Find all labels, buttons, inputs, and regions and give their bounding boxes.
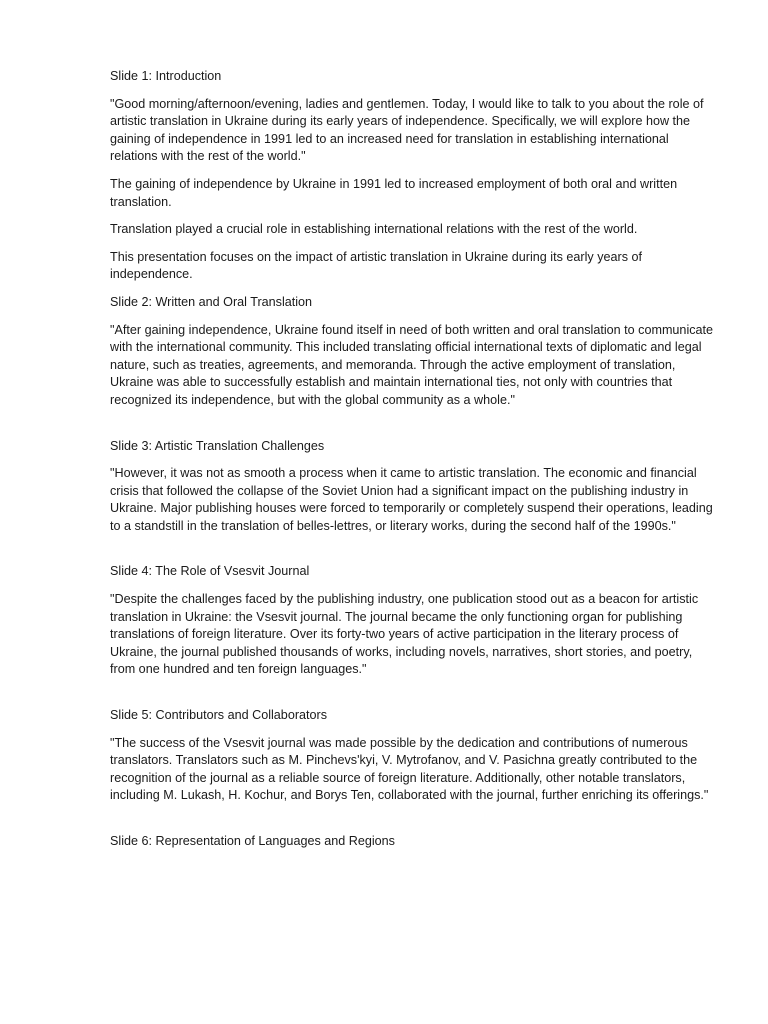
slide-5-paragraph-1: "The success of the Vsesvit journal was made possible by the dedication and contributions of numerous translators. Translators such as M. Pinchevs'kyi, V. Mytrofanov, and V. Pasichna greatly contributed to the recognition of the journal as a reliable source of foreign literature. Additionally, other notable translators, including M. Lukash, H. Kochur, and Borys Ten, collaborated with the journal, further enriching its offerings." <box>110 735 709 803</box>
slide-1-paragraph-3: Translation played a crucial role in establishing international relations with the rest of the world. <box>110 222 638 237</box>
slide-1-paragraph-2: The gaining of independence by Ukraine in 1991 led to increased employment of both oral and written translation. <box>110 176 678 209</box>
slide-6-heading: Slide 6: Representation of Languages and Regions <box>110 834 395 848</box>
slide-1-heading: Slide 1: Introduction <box>110 69 222 83</box>
slide-1-paragraph-4: This presentation focuses on the impact of artistic translation in Ukraine during its early years of independence. <box>110 249 642 282</box>
slide-1-paragraph-1: "Good morning/afternoon/evening, ladies and gentlemen. Today, I would like to talk to you about the role of artistic translation in Ukraine during its early years of independence. Specifically, we will explore how the gaining of independence in 1991 led to an increased need for translation in establishing international relations with the rest of the world." <box>110 96 704 164</box>
slide-2-paragraph-1: "After gaining independence, Ukraine found itself in need of both written and oral translation to communicate with the international community. This included translating official international texts of diplomatic and legal nature, such as treaties, agreements, and memoranda. Through the active employment of translation, Ukraine was able to successfully establish and maintain international ties, not only with countries that recognized its independence, but with the global community as a whole." <box>110 322 714 407</box>
slide-3-heading: Slide 3: Artistic Translation Challenges <box>110 438 325 453</box>
slide-2-heading: Slide 2: Written and Oral Translation <box>110 294 313 309</box>
slide-4-heading: Slide 4: The Role of Vsesvit Journal <box>110 564 310 579</box>
document-page <box>110 68 714 851</box>
slide-3-paragraph-1: "However, it was not as smooth a process when it came to artistic translation. The economic and financial crisis that followed the collapse of the Soviet Union had a significant impact on the publishing industry in Ukraine. Major publishing houses were forced to temporarily or completely suspend their operations, leading to a standstill in the translation of belles-lettres, or literary works, during the second half of the 1990s." <box>110 466 713 533</box>
slide-5-heading: Slide 5: Contributors and Collaborators <box>110 708 328 723</box>
slide-4-paragraph-1: "Despite the challenges faced by the publishing industry, one publication stood out as a beacon for artistic translation in Ukraine: the Vsesvit journal. The journal became the only functioning organ for publishing translations of foreign literature. Over its forty-two years of active participation in the literary process of Ukraine, the journal published thousands of works, including novels, narratives, short stories, and poetry, from one hundred and ten foreign languages." <box>110 592 699 677</box>
